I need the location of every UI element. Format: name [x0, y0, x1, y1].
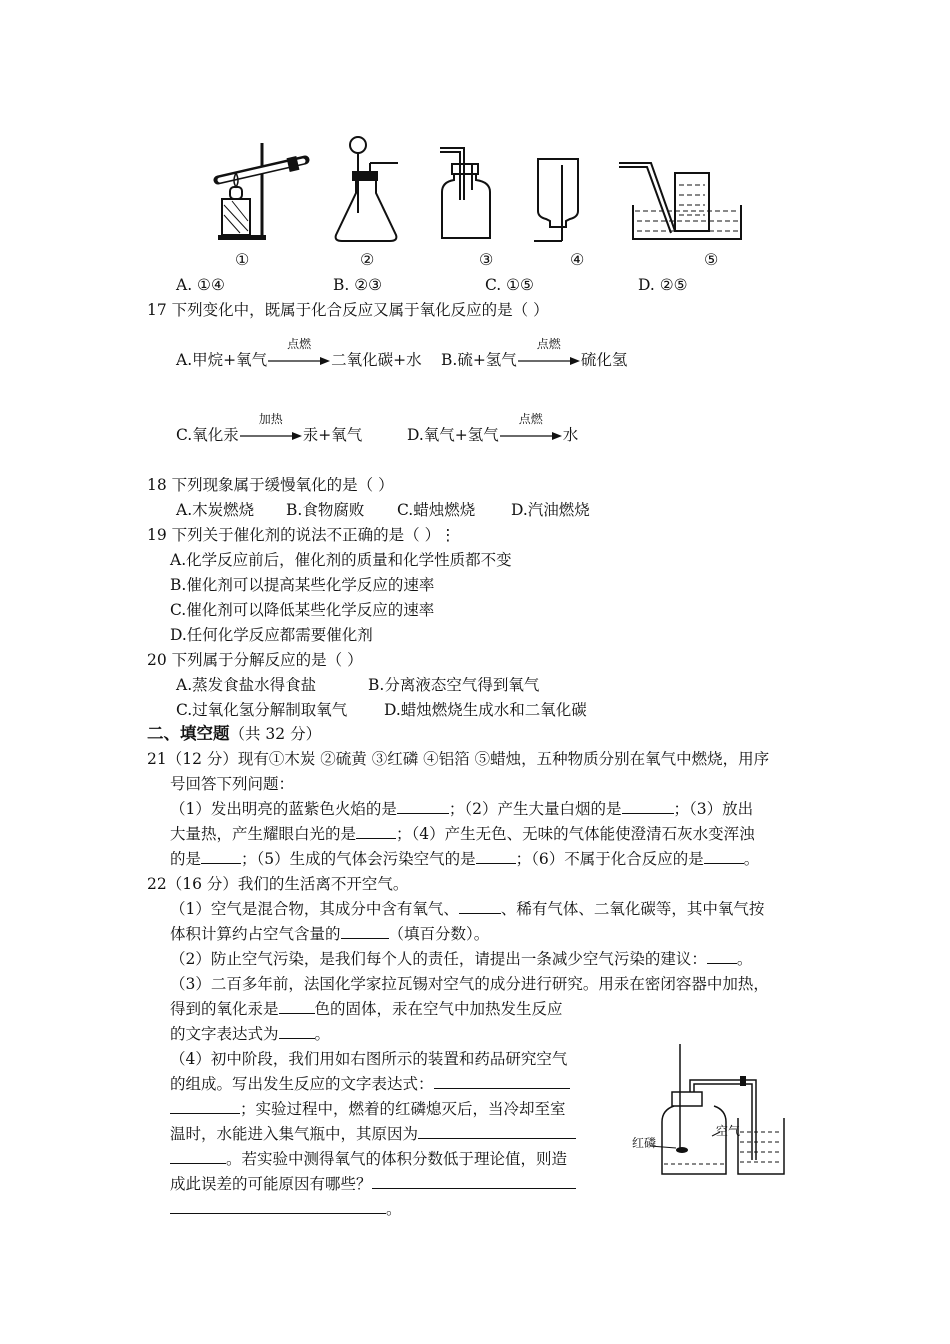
- q18-option-c: C.蜡烛燃烧: [397, 501, 476, 519]
- q17-c-products: 汞+氧气: [302, 426, 363, 444]
- q22-p4-text-g: 。: [386, 1200, 402, 1218]
- figure-label-3: ③: [479, 250, 494, 269]
- apparatus-2-flask-funnel: [330, 135, 410, 245]
- air-composition-apparatus-diagram: [628, 1040, 808, 1180]
- q21-end: 。: [743, 850, 760, 868]
- q22-p1-text-c: 体积计算约占空气含量的: [170, 925, 341, 943]
- q22-part4-line7: [170, 1197, 402, 1221]
- q22-part4-line6: [170, 1172, 576, 1196]
- q22-p1-text-d: （填百分数）。: [388, 925, 490, 943]
- q16-option-b: B. ②③: [333, 276, 383, 294]
- diagram-label-air: 空气: [716, 1124, 741, 1138]
- diagram-label-red-phosphorus: 红磷: [632, 1136, 657, 1150]
- q22-part4-line4: [170, 1122, 576, 1146]
- arrow-icon: [240, 430, 302, 442]
- q22-part3-line3: [170, 1022, 330, 1046]
- arrow-icon: [268, 355, 330, 367]
- q21-q4-text: ；（4）产生无色、无味的气体能使澄清石灰水变浑浊: [396, 825, 755, 843]
- q19-option-d: D.任何化学反应都需要催化剂: [170, 626, 373, 644]
- q21-answer-4-blank[interactable]: [201, 847, 241, 864]
- q17-d-reactants: D.氧气+氢气: [407, 426, 499, 444]
- q17-d-products: 水: [562, 426, 579, 444]
- reaction-arrow: [518, 337, 580, 371]
- q16-option-d: D. ②⑤: [638, 276, 688, 294]
- q22-answer-reason-blank-a[interactable]: [418, 1122, 576, 1139]
- q17-stem: 17 下列变化中，既属于化合反应又属于氧化反应的是（ ）: [147, 301, 549, 319]
- q21-answer-6-blank[interactable]: [704, 847, 744, 864]
- q21-q2-text: ；（2）产生大量白烟的是: [448, 800, 622, 818]
- q22-part3-line2: [170, 997, 563, 1021]
- q17-c-reactants: C.氧化汞: [176, 426, 239, 444]
- q22-part4-line3: [170, 1097, 566, 1121]
- q21-q4-cont: 的是: [170, 850, 202, 868]
- q21-q1-text: （1）发出明亮的蓝紫色火焰的是: [170, 800, 397, 818]
- q16-option-a: A. ①④: [176, 276, 225, 294]
- q20-option-a: A.蒸发食盐水得食盐: [176, 676, 317, 694]
- q21-answer-1-blank[interactable]: [397, 797, 449, 814]
- q21-answer-2-blank[interactable]: [622, 797, 674, 814]
- q19-stem: 19 下列关于催化剂的说法不正确的是（ ）⋮: [147, 526, 456, 544]
- q20-stem: 20 下列属于分解反应的是（ ）: [147, 651, 363, 669]
- q22-p2-end: 。: [736, 950, 753, 968]
- q22-part1-line2: [170, 922, 489, 946]
- q20-option-d: D.蜡烛燃烧生成水和二氧化碳: [384, 701, 587, 719]
- figure-label-2: ②: [360, 250, 375, 269]
- q22-answer-error-blank-a[interactable]: [372, 1172, 576, 1189]
- q22-p4-text-b: 的组成。写出发生反应的文字表达式：: [170, 1075, 434, 1093]
- section-score: （共 32 分）: [229, 725, 322, 743]
- section-title-text: 二、填空题: [147, 724, 230, 743]
- q22-answer-percent-blank[interactable]: [341, 922, 389, 939]
- q21-q5-text: ；（5）生成的气体会污染空气的是: [241, 850, 476, 868]
- q17-option-d: [407, 412, 579, 447]
- figure-label-1: ①: [235, 250, 250, 269]
- q17-b-reactants: B.硫+氢气: [441, 351, 517, 369]
- q22-p4-text-e: 。若实验中测得氧气的体积分数低于理论值，则造: [226, 1150, 568, 1168]
- q22-p4-text-d: 温时，水能进入集气瓶中，其原因为: [170, 1125, 419, 1143]
- q18-option-b: B.食物腐败: [286, 501, 365, 519]
- reaction-arrow: [240, 412, 302, 446]
- q22-p1-text-b: 、稀有气体、二氧化碳等，其中氧气按: [500, 900, 765, 918]
- q22-part3-line1: （3）二百多年前，法国化学家拉瓦锡对空气的成分进行研究。用汞在密闭容器中加热，: [170, 975, 769, 993]
- q18-option-a: A.木炭燃烧: [176, 501, 255, 519]
- q18-stem: 18 下列现象属于缓慢氧化的是（ ）: [147, 476, 394, 494]
- figure-label-4: ④: [570, 250, 585, 269]
- arrow-icon: [518, 355, 580, 367]
- q21-line-2: 号回答下列问题：: [170, 775, 295, 793]
- q20-option-b: B.分离液态空气得到氧气: [368, 676, 540, 694]
- reaction-condition: 加热: [258, 412, 283, 426]
- reaction-arrow: [268, 337, 330, 371]
- q17-option-a: [176, 337, 422, 372]
- q21-line-5: [170, 847, 759, 871]
- arrow-icon: [500, 430, 562, 442]
- q22-part1-line1: [170, 897, 764, 921]
- q22-answer-equation-blank[interactable]: [279, 1022, 315, 1039]
- q22-answer-error-blank-b[interactable]: [170, 1197, 386, 1214]
- q22-answer-reaction-blank-a[interactable]: [434, 1072, 570, 1089]
- q20-option-c: C.过氧化氢分解制取氧气: [176, 701, 348, 719]
- reaction-arrow: [500, 412, 562, 446]
- q22-answer-reason-blank-b[interactable]: [170, 1147, 226, 1164]
- q21-q6-text: ；（6）不属于化合反应的是: [515, 850, 704, 868]
- q21-answer-3-blank[interactable]: [356, 822, 396, 839]
- q22-line-1: 22（16 分）我们的生活离不开空气。: [147, 875, 409, 893]
- q22-answer-suggestion-blank[interactable]: [707, 947, 737, 964]
- q22-p4-text-f: 成此误差的可能原因有哪些？: [170, 1175, 372, 1193]
- q21-line-3: [170, 797, 753, 821]
- q22-part2: [170, 947, 752, 971]
- q17-option-b: [441, 337, 628, 372]
- q21-q3-text: ；（3）放出: [673, 800, 754, 818]
- q22-part4-line2: [170, 1072, 570, 1096]
- q16-option-c: C. ①⑤: [485, 276, 534, 294]
- q17-option-c: [176, 412, 363, 447]
- q22-answer-color-blank[interactable]: [279, 997, 315, 1014]
- reaction-condition: 点燃: [287, 337, 312, 351]
- q22-p3-text-b: 得到的氧化汞是: [170, 1000, 279, 1018]
- q19-option-a: A.化学反应前后，催化剂的质量和化学性质都不变: [170, 551, 512, 569]
- q22-p3-text-d: 的文字表达式为: [170, 1025, 279, 1043]
- q19-option-b: B.催化剂可以提高某些化学反应的速率: [170, 576, 435, 594]
- q18-option-d: D.汽油燃烧: [511, 501, 590, 519]
- q21-line-1: 21（12 分）现有①木炭 ②硫黄 ③红磷 ④铝箔 ⑤蜡烛，五种物质分别在氧气中燃烧，用序: [147, 750, 770, 768]
- q22-p4-text-c: ；实验过程中，燃着的红磷熄灭后，当冷却至室: [240, 1100, 566, 1118]
- reaction-condition: 点燃: [518, 412, 543, 426]
- apparatus-5-water-trough: [615, 155, 745, 245]
- apparatus-3-gas-bottle: [432, 140, 502, 245]
- section-title: [147, 722, 321, 746]
- q19-option-c: C.催化剂可以降低某些化学反应的速率: [170, 601, 435, 619]
- figure-label-5: ⑤: [704, 250, 719, 269]
- q22-part4-line1: （4）初中阶段，我们用如右图所示的装置和药品研究空气: [170, 1050, 568, 1068]
- q17-b-products: 硫化氢: [580, 351, 628, 369]
- q22-part4-line5: [170, 1147, 567, 1171]
- reaction-condition: 点燃: [536, 337, 561, 351]
- q17-a-products: 二氧化碳+水: [331, 351, 422, 369]
- q17-a-reactants: A.甲烷+氧气: [176, 351, 268, 369]
- q22-p1-text-a: （1）空气是混合物，其成分中含有氧气、: [170, 900, 459, 918]
- q21-line-4: [170, 822, 755, 846]
- q22-p2-text: （2）防止空气污染，是我们每个人的责任，请提出一条减少空气污染的建议：: [170, 950, 707, 968]
- q22-p3-text-e: 。: [314, 1025, 331, 1043]
- apparatus-1-heating-tube: [210, 135, 310, 245]
- apparatus-4-inverted-bottle: [528, 155, 588, 245]
- q22-p3-text-c: 色的固体，汞在空气中加热发生反应: [314, 1000, 563, 1018]
- q22-answer-reaction-blank-b[interactable]: [170, 1097, 240, 1114]
- q22-answer-gas-blank[interactable]: [459, 897, 501, 914]
- q21-answer-5-blank[interactable]: [476, 847, 516, 864]
- q21-q3-cont: 大量热，产生耀眼白光的是: [170, 825, 357, 843]
